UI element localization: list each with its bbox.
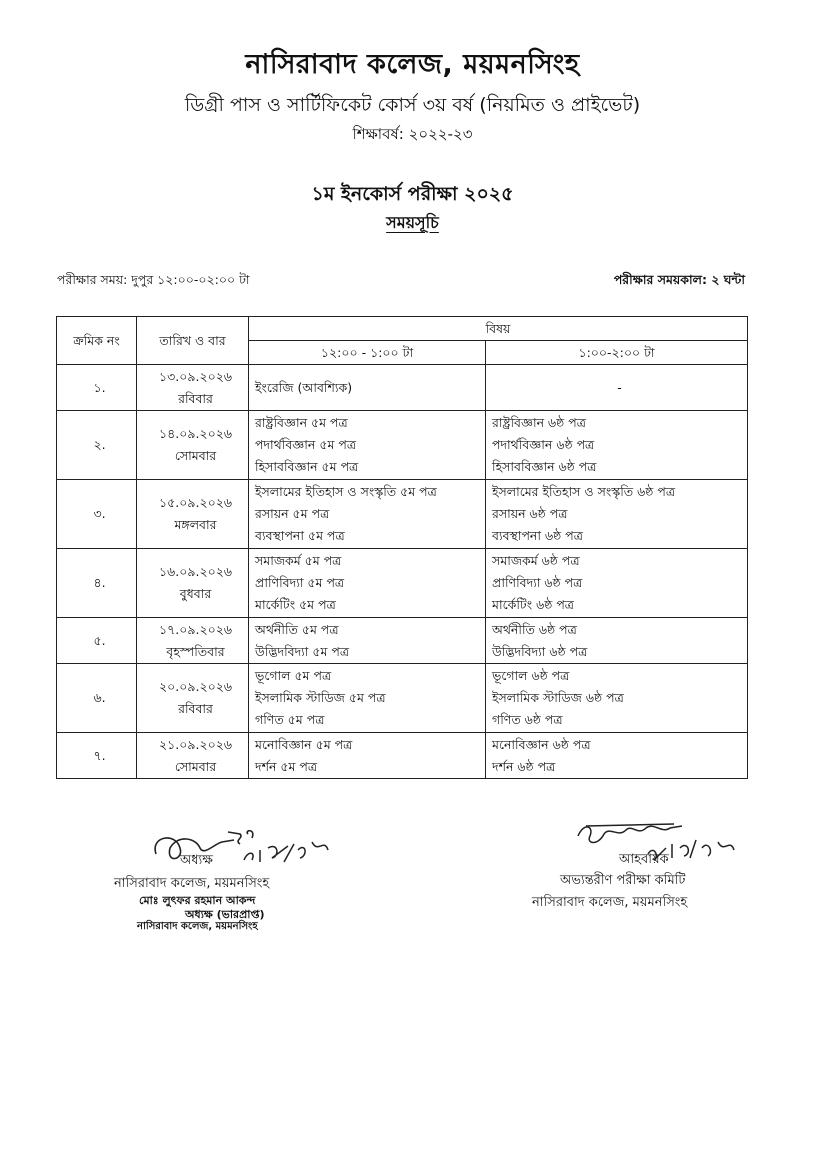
exam-date: ২১.০৯.২০২৬ bbox=[159, 736, 232, 752]
paper-name: মার্কেটিং ৫ম পত্র bbox=[255, 597, 336, 612]
principal-college: নাসিরাবাদ কলেজ, ময়মনসিংহ bbox=[114, 876, 270, 891]
paper-name: পদার্থবিজ্ঞান ৫ম পত্র bbox=[255, 437, 357, 452]
convener-college: নাসিরাবাদ কলেজ, ময়মনসিংহ bbox=[532, 895, 688, 910]
paper-name: প্রাণিবিদ্যা ৬ষ্ঠ পত্র bbox=[492, 575, 583, 590]
slot2-cell bbox=[486, 411, 748, 480]
paper-name: গণিত ৬ষ্ঠ পত্র bbox=[492, 712, 563, 727]
paper-name: ইসলামিক স্টাডিজ ৫ম পত্র bbox=[255, 690, 386, 705]
exam-day: বুধবার bbox=[179, 586, 212, 601]
paper-name: উদ্ভিদবিদ্যা ৬ষ্ঠ পত্র bbox=[492, 643, 588, 659]
exam-day: সোমবার bbox=[174, 448, 217, 463]
slot1-cell bbox=[249, 664, 486, 733]
paper-name: রসায়ন ৫ম পত্র bbox=[255, 506, 330, 521]
date-cell bbox=[137, 664, 249, 733]
slot1-cell bbox=[249, 549, 486, 618]
exam-day: বৃহস্পতিবার bbox=[166, 643, 225, 659]
table-row bbox=[57, 664, 748, 733]
paper-name: ব্যবস্থাপনা ৬ষ্ঠ পত্র bbox=[492, 528, 583, 543]
serial-cell: ৫. bbox=[57, 618, 137, 664]
paper-name: মার্কেটিং ৬ষ্ঠ পত্র bbox=[492, 597, 574, 612]
exam-date: ১৩.০৯.২০২৬ bbox=[159, 368, 232, 384]
slot1-cell bbox=[249, 733, 486, 779]
paper-name: হিসাববিজ্ঞান ৬ষ্ঠ পত্র bbox=[492, 459, 597, 474]
principal-signature bbox=[148, 826, 348, 876]
slot2-cell bbox=[486, 618, 748, 664]
table-row bbox=[57, 733, 748, 779]
paper-name: প্রাণিবিদ্যা ৫ম পত্র bbox=[255, 575, 345, 590]
paper-name: মনোবিজ্ঞান ৬ষ্ঠ পত্র bbox=[492, 736, 591, 752]
routine-body bbox=[57, 365, 748, 779]
paper-name: দর্শন ৬ষ্ঠ পত্র bbox=[492, 758, 556, 774]
exam-date: ১৭.০৯.২০২৬ bbox=[159, 621, 232, 637]
table-row bbox=[57, 365, 748, 411]
date-cell bbox=[137, 480, 249, 549]
table-row bbox=[57, 618, 748, 664]
principal-stamp-college: নাসিরাবাদ কলেজ, ময়মনসিংহ bbox=[137, 921, 258, 932]
paper-name: ভূগোল ৬ষ্ঠ পত্র bbox=[492, 668, 570, 683]
slot2-cell bbox=[486, 733, 748, 779]
principal-stamp-role: অধ্যক্ষ (ভারপ্রাপ্ত) bbox=[185, 908, 265, 921]
paper-name: ইসলামের ইতিহাস ও সংস্কৃতি ৫ম পত্র bbox=[255, 484, 437, 499]
serial-cell: ১. bbox=[57, 365, 137, 411]
table-row bbox=[57, 411, 748, 480]
paper-name: অর্থনীতি ৫ম পত্র bbox=[255, 621, 339, 637]
table-row bbox=[57, 549, 748, 618]
paper-name: রাষ্ট্রবিজ্ঞান ৫ম পত্র bbox=[255, 415, 348, 430]
header-subject: বিষয় bbox=[249, 317, 748, 341]
serial-cell: ৭. bbox=[57, 733, 137, 779]
paper-name: দর্শন ৫ম পত্র bbox=[255, 758, 318, 774]
paper-name: ইসলামিক স্টাডিজ ৬ষ্ঠ পত্র bbox=[492, 690, 624, 705]
exam-date: ২০.০৯.২০২৬ bbox=[159, 679, 232, 694]
paper-name: ইসলামের ইতিহাস ও সংস্কৃতি ৬ষ্ঠ পত্র bbox=[492, 484, 676, 499]
convener-committee: অভ্যন্তরীণ পরীক্ষা কমিটি bbox=[560, 873, 686, 888]
paper-name: রাষ্ট্রবিজ্ঞান ৬ষ্ঠ পত্র bbox=[492, 415, 586, 430]
paper-name: মনোবিজ্ঞান ৫ম পত্র bbox=[255, 736, 353, 752]
serial-cell: ২. bbox=[57, 411, 137, 480]
slot2-cell bbox=[486, 549, 748, 618]
principal-stamp-name: মোঃ লুৎফর রহমান আকন্দ bbox=[139, 894, 256, 907]
convener-title: আহবায়ক bbox=[619, 852, 669, 867]
header-slot1: ১২:০০ - ১:০০ টা bbox=[249, 341, 486, 365]
exam-title: ১ম ইনকোর্স পরীক্ষা ২০২৫ bbox=[311, 183, 514, 205]
course-title: ডিগ্রী পাস ও সার্টিফিকেট কোর্স ৩য় বর্ষ (নিয়মিত ও প্রাইভেট) bbox=[184, 94, 641, 116]
exam-day: রবিবার bbox=[178, 701, 213, 716]
paper-name: ইংরেজি (আবশ্যিক) bbox=[255, 379, 353, 395]
header-serial: ক্রমিক নং bbox=[57, 317, 137, 365]
exam-duration: পরীক্ষার সময়কাল: ২ ঘন্টা bbox=[613, 272, 745, 287]
college-name: নাসিরাবাদ কলেজ, ময়মনসিংহ bbox=[245, 49, 580, 80]
paper-name: উদ্ভিদবিদ্যা ৫ম পত্র bbox=[255, 643, 350, 659]
date-cell bbox=[137, 733, 249, 779]
paper-name: পদার্থবিজ্ঞান ৬ষ্ঠ পত্র bbox=[492, 437, 595, 452]
exam-date: ১৫.০৯.২০২৬ bbox=[159, 495, 232, 510]
session-year: শিক্ষাবর্ষ: ২০২২-২৩ bbox=[352, 125, 473, 143]
paper-name: সমাজকর্ম ৫ম পত্র bbox=[255, 553, 342, 568]
paper-name: ব্যবস্থাপনা ৫ম পত্র bbox=[255, 528, 345, 543]
schedule-heading bbox=[0, 210, 825, 237]
header-date: তারিখ ও বার bbox=[137, 317, 249, 365]
date-cell bbox=[137, 411, 249, 480]
paper-name: গণিত ৫ম পত্র bbox=[255, 712, 325, 727]
date-cell bbox=[137, 618, 249, 664]
slot1-cell bbox=[249, 411, 486, 480]
slot2-cell bbox=[486, 365, 748, 411]
serial-cell: ৩. bbox=[57, 480, 137, 549]
paper-name: সমাজকর্ম ৬ষ্ঠ পত্র bbox=[492, 553, 580, 568]
date-cell bbox=[137, 365, 249, 411]
exam-day: মঙ্গলবার bbox=[174, 517, 217, 532]
exam-time: পরীক্ষার সময়: দুপুর ১২:০০-০২:০০ টা bbox=[57, 272, 250, 287]
schedule-heading-text: সময়সূচি bbox=[386, 213, 439, 232]
slot2-cell bbox=[486, 664, 748, 733]
paper-name: হিসাববিজ্ঞান ৫ম পত্র bbox=[255, 459, 359, 474]
exam-day: সোমবার bbox=[174, 758, 217, 774]
table-row bbox=[57, 480, 748, 549]
slot1-cell bbox=[249, 365, 486, 411]
slot1-cell bbox=[249, 618, 486, 664]
exam-date: ১৬.০৯.২০২৬ bbox=[159, 564, 232, 579]
principal-title: অধ্যক্ষ bbox=[180, 853, 213, 868]
header-slot2: ১:০০-২:০০ টা bbox=[486, 341, 748, 365]
paper-name: অর্থনীতি ৬ষ্ঠ পত্র bbox=[492, 621, 577, 637]
serial-cell: ৪. bbox=[57, 549, 137, 618]
exam-day: রবিবার bbox=[178, 390, 213, 406]
exam-date: ১৪.০৯.২০২৬ bbox=[159, 426, 232, 441]
date-cell bbox=[137, 549, 249, 618]
serial-cell: ৬. bbox=[57, 664, 137, 733]
slot2-cell bbox=[486, 480, 748, 549]
exam-routine-table bbox=[56, 316, 748, 779]
paper-name: রসায়ন ৬ষ্ঠ পত্র bbox=[492, 506, 568, 521]
paper-name: - bbox=[617, 379, 622, 395]
slot1-cell bbox=[249, 480, 486, 549]
paper-name: ভূগোল ৫ম পত্র bbox=[255, 668, 332, 683]
